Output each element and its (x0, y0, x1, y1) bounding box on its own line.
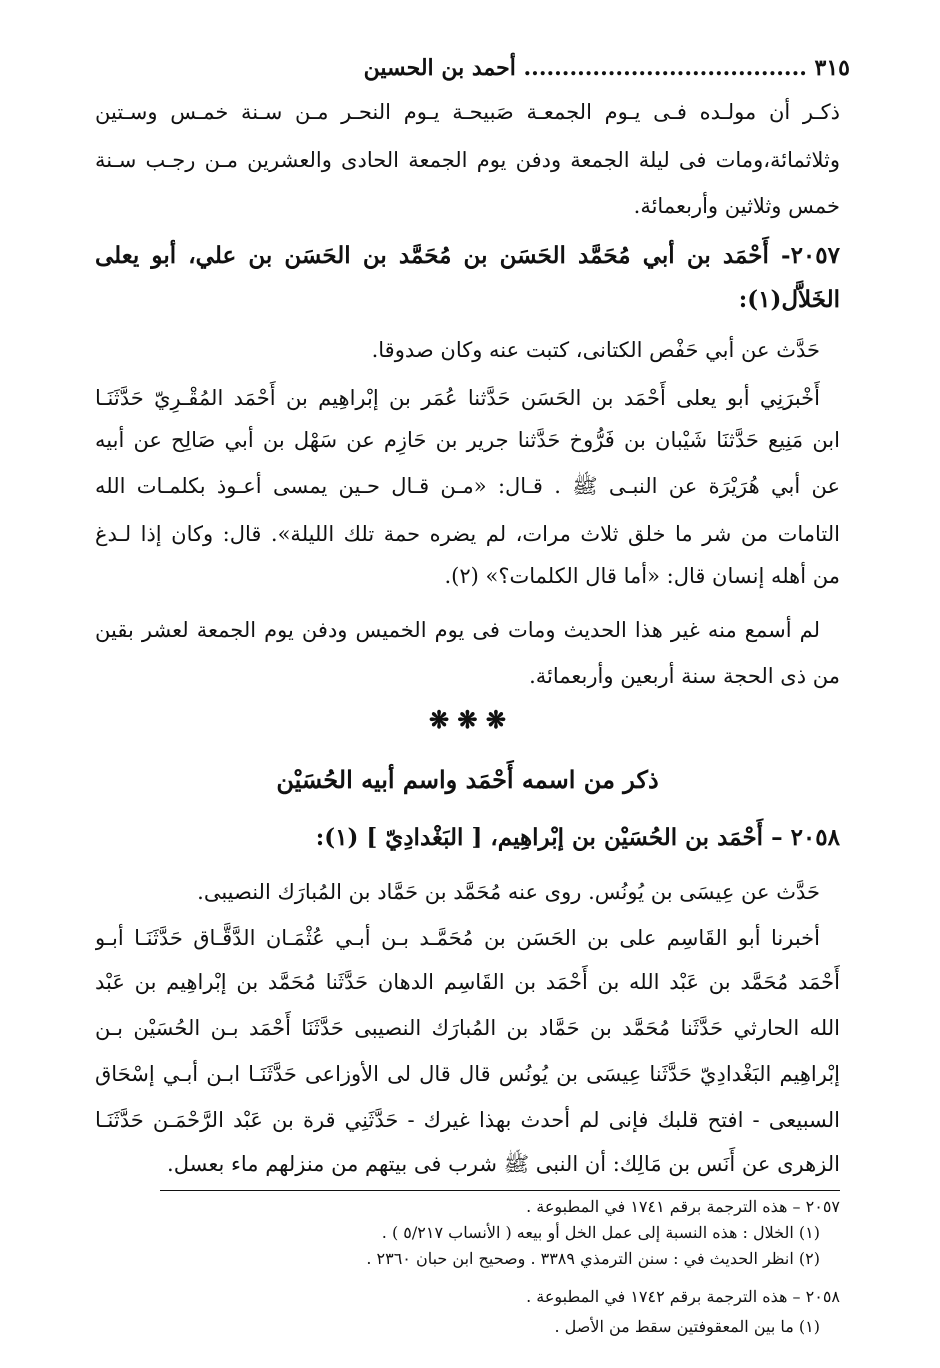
footnote: (١) ما بين المعقوفتين سقط من الأصل . (554, 1317, 820, 1336)
entry-title-2057-cont: الخَلاَّل(١): (738, 286, 840, 313)
paragraph-line: لم أسمع منه غير هذا الحديث ومات فى يوم الخميس ودفن يوم الجمعة لعشر بقين (95, 618, 820, 642)
footnote: ٢٠٥٧ – هذه الترجمة برقم ١٧٤١ في المطبوعة . (526, 1197, 840, 1216)
paragraph-line: من ذى الحجة سنة أربعين وأربعمائة. (529, 664, 840, 688)
paragraph-line: أخبرنا أبو القَاسِم على بن الحَسَن بن مُحَمَّـد بـن أبـي عُثْمَـان الدَّقَّـاق حَدَّثَنَـا أبـو (95, 926, 820, 950)
section-heading: ذكر من اسمه أَحْمَد واسم أبيه الحُسَيْن (276, 765, 659, 794)
paragraph-line: حَدَّث عن أبي حَفْص الكتانى، كتبت عنه وكان صدوقا. (371, 338, 820, 362)
running-header: ٣١٥ ..................................... أحمد بن الحسين (363, 55, 850, 81)
footnote: ٢٠٥٨ – هذه الترجمة برقم ١٧٤٢ في المطبوعة . (526, 1287, 840, 1306)
paragraph-line: السبيعى - افتح قلبك فإنى لم أحدث بهذا غيرك - حَدَّثَنِي قرة بن عَبْد الرَّحْمَـن حَدَّثَنَـا (95, 1108, 840, 1132)
paragraph-line: التامات من شر ما خلق ثلاث مرات، لم يضره حمة تلك الليلة». قال: وكان إذا لـدغ (95, 522, 840, 546)
section-separator-stars: ❋ ❋ ❋ (428, 705, 507, 734)
paragraph-line: وثلاثمائة،ومات فى ليلة الجمعة ودفن يوم الجمعة الحادى والعشرين مـن رجـب سـنة (95, 148, 840, 172)
paragraph-line: ذكـر أن مولـده فـى يـوم الجمعـة صَبيحـة يـوم النحـر مـن سـنة خمـس وسـتين (95, 100, 840, 124)
paragraph-line: خمس وثلاثين وأربعمائة. (633, 194, 840, 218)
footnote-divider (160, 1190, 840, 1191)
paragraph-line: إبْراهِيم البَغْدادِيّ حَدَّثَنا عِيسَى بن يُونُس قال قال لى الأوزاعى حَدَّثَنَـا ابـن أبـي إسْحَاق (95, 1062, 840, 1086)
entry-title-2057: ٢٠٥٧- أَحْمَد بن أبي مُحَمَّد الحَسَن بن مُحَمَّد بن الحَسَن بن علي، أبو يعلى (95, 242, 840, 269)
paragraph-line: عن أبي هُرَيْرَة عن النبـى ﷺ . قـال: «مـن قـال حـين يمسى أعـوذ بكلمـات الله (95, 474, 840, 498)
paragraph-line: أَخْبرَنِي أبو يعلى أَحْمَد بن الحَسَن حَدَّثنا عُمَر بن إبْراهِيم بن أَحْمَد المُقْـرِيّ حَدَّثَنَـا (95, 386, 820, 410)
paragraph-line: الله الحارثي حَدَّثَنا مُحَمَّد بن حَمَّاد بن المُبارَك النصيبى حَدَّثَنَا أَحْمَد بـن الحُسَيْن بـن (95, 1016, 840, 1040)
paragraph-line: حَدَّث عن عِيسَى بن يُونُس. روى عنه مُحَمَّد بن حَمَّاد بن المُبارَك النصيبى. (197, 880, 820, 904)
footnote: (١) الخلال : هذه النسبة إلى عمل الخل أو بيعه ( الأنساب ٥/٢١٧ ) . (381, 1223, 820, 1242)
footnote: (٢) انظر الحديث في : سنن الترمذي ٣٣٨٩ . وصحيح ابن حبان ٢٣٦٠ . (366, 1249, 820, 1268)
entry-title-2058: ٢٠٥٨ – أَحْمَد بن الحُسَيْن بن إبْراهِيم، [ البَغْدادِيّ ] (١): (315, 824, 840, 851)
paragraph-line: الزهرى عن أَنَس بن مَالِك: أن النبى ﷺ شرب فى بيتهم من منزلهم ماء بعسل. (167, 1152, 840, 1176)
paragraph-line: ابن مَنِيع حَدَّثنَا شَيْبان بن فَرُّوخ حَدَّثنا جرير بن حَازِم عن سَهْل بن أبي صَالِح عن أبيه (95, 428, 840, 452)
paragraph-line: من أهله إنسان قال: «أما قال الكلمات؟» (٢). (444, 564, 840, 588)
paragraph-line: أَحْمَد مُحَمَّد بن عَبْد الله بن أَحْمَد بن القَاسِم الدهان حَدَّثَنا مُحَمَّد بن إبْراهِيم بن عَبْد (95, 970, 840, 994)
